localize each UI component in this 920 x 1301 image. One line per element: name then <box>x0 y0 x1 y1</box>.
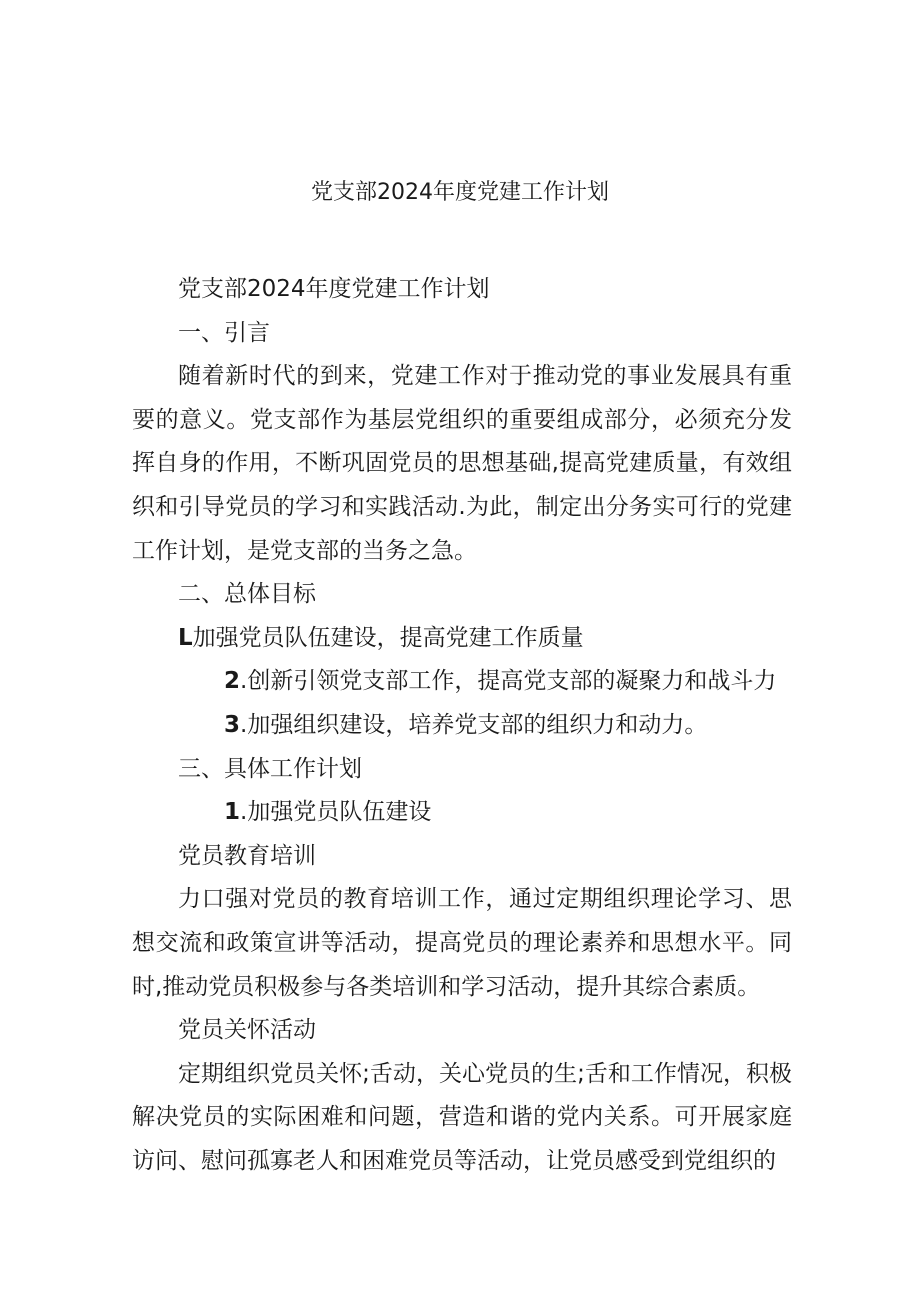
goal-1-text: 加强党员队伍建设，提高党建工作质量 <box>192 624 584 651</box>
goal-item-2 <box>132 660 792 704</box>
goal-item-1 <box>132 617 792 661</box>
document-body <box>132 268 792 1183</box>
subheading-training: 党员教育培训 <box>178 842 316 869</box>
document-title: 党支部2024年度党建工作计划 <box>311 180 609 205</box>
care-paragraph: 定期组织党员关怀;舌动，关心党员的生;舌和工作情况，积极解决党员的实际困难和问题，营造和谐的党内关系。可开展家庭访问、慰问孤寡老人和困难党员等活动，让党员感受到党组织的 <box>132 1060 792 1174</box>
goal-3-number: 3 <box>224 711 241 738</box>
section-heading-goals: 二、总体目标 <box>178 581 316 608</box>
section-heading-plan: 三、具体工作计划 <box>178 755 362 782</box>
goal-2-number: 2 <box>224 668 241 695</box>
goal-1-number: L <box>178 624 193 651</box>
subtitle-text: 党支部2024年度党建工作计划 <box>178 276 490 302</box>
goal-2-text: .创新引领党支部工作，提高党支部的凝聚力和战斗力 <box>240 668 777 695</box>
plan-1-text: .加强党员队伍建设 <box>240 799 432 826</box>
subheading-care: 党员关怀活动 <box>178 1017 316 1044</box>
plan-item-1 <box>132 791 792 835</box>
goal-3-text: .加强组织建设，培养党支部的组织力和动力。 <box>240 711 708 738</box>
section-heading-intro: 一、引言 <box>178 319 270 346</box>
plan-1-number: 1 <box>224 799 241 826</box>
intro-paragraph: 随着新时代的到来，党建工作对于推动党的事业发展具有重要的意义。党支部作为基层党组织的重要组成部分，必须充分发挥自身的作用，不断巩固党员的思想基础,提高党建质量，有效组织和引导党员的学习和实践活动.为此，制定出分务实可行的党建工作计划，是党支部的当务之急。 <box>132 363 792 564</box>
document-subtitle <box>132 268 792 312</box>
goal-item-3 <box>132 704 792 748</box>
training-paragraph: 力口强对党员的教育培训工作，通过定期组织理论学习、思想交流和政策宣讲等活动，提高党员的理论素养和思想水平。同时,推动党员积极参与各类培训和学习活动，提升其综合素质。 <box>132 886 792 1000</box>
